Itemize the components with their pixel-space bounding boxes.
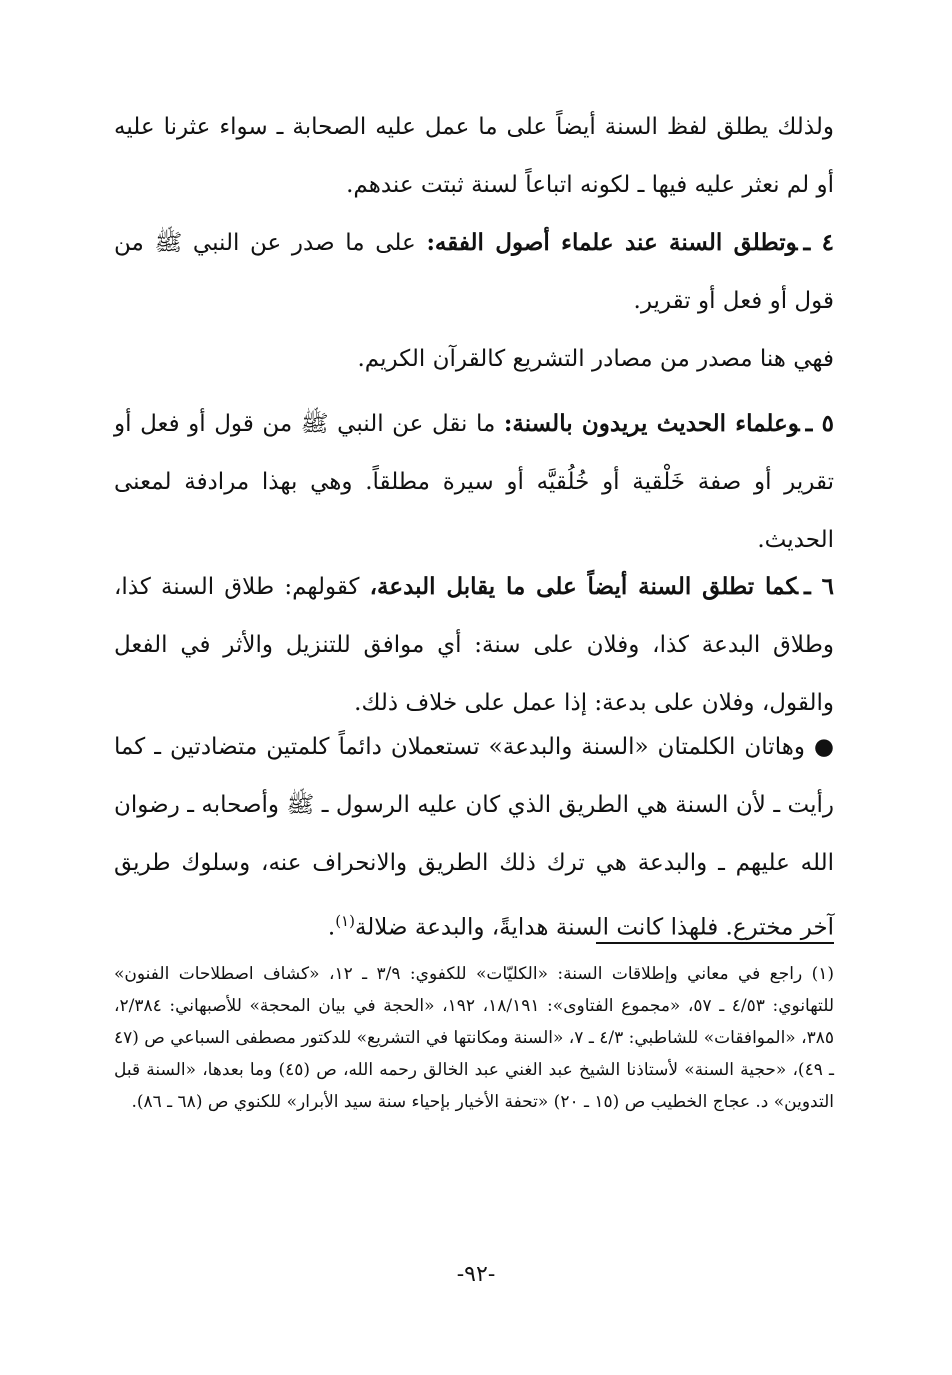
paragraph-hadith-scholars xyxy=(114,395,834,569)
footnote-reference[interactable]: (١) xyxy=(335,912,355,930)
item-number: ٤ ـ xyxy=(803,229,834,256)
bold-heading: كما تطلق السنة أيضاً على ما يقابل البدعة، xyxy=(369,573,799,600)
bold-heading: وعلماء الحديث يريدون بالسنة: xyxy=(503,410,800,437)
paragraph-opposite-of-bidah xyxy=(114,558,834,732)
item-number: ٦ ـ xyxy=(804,573,834,600)
footnote: (١) راجع في معاني وإطلاقات السنة: «الكليّات» للكفوي: ٣/٩ ـ ١٢، «كشاف اصطلاحات الفنون» للتهانوي: ٤/٥٣ ـ ٥٧، «مجموع الفتاوى»: ١٨/١٩١، ١٩٢، «الحجة في بيان المحجة» للأصبهاني: ٢/٣٨٤، ٣٨٥، «الموافقات» للشاطبي: ٤/٣ ـ ٧، «السنة ومكانتها في التشريع» للدكتور مصطفى السباعي ص (٤٧ ـ ٤٩)، «حجية السنة» لأستاذنا الشيخ عبد الغني عبد الخالق رحمه الله، ص (٤٥) وما بعدها، «السنة قبل التدوين» د. عجاج الخطيب ص (١٥ ـ ٢٠) «تحفة الأخيار بإحياء سنة سيد الأبرار» للكنوي ص (٦٨ ـ ٨٦). xyxy=(113,964,835,1112)
paragraph-text: كقولهم: طلاق السنة كذا، وطلاق البدعة كذا، وفلان على سنة: أي موافق للتنزيل والأثر في الفعل والقول، وفلان على بدعة: إذا عمل على خلاف ذلك. xyxy=(114,574,834,716)
paragraph-text: على ما صدر عن النبي ﷺ من قول أو فعل أو تقرير. xyxy=(114,230,834,314)
paragraph-text: ما نقل عن النبي ﷺ من قول أو فعل أو تقرير أو صفة خَلْقية أو خُلُقيَّه أو سيرة مطلقاً. وهي بهذا مرادفة لمعنى الحديث. xyxy=(114,411,834,553)
paragraph-usul-definition xyxy=(114,214,834,330)
item-number: ٥ ـ xyxy=(805,410,834,437)
paragraph-source-of-legislation: فهي هنا مصدر من مصادر التشريع كالقرآن الكريم. xyxy=(357,346,834,372)
page-number: -٩٢- xyxy=(456,1262,496,1287)
paragraph-sunnah-companions: ولذلك يطلق لفظ السنة أيضاً على ما عمل عليه الصحابة ـ سواء عثرنا عليه أو لم نعثر عليه فيها ـ لكونه اتباعاً لسنة ثبتت عندهم. xyxy=(114,114,834,198)
bold-heading: وتطلق السنة عند علماء أصول الفقه: xyxy=(426,229,798,256)
paragraph-sunnah-and-bidah: ● وهاتان الكلمتان «السنة والبدعة» تستعملان دائماً كلمتين متضادتين ـ كما رأيت ـ لأن السنة هي الطريق الذي كان عليه الرسول ـ ﷺ وأصحابه ـ رضوان الله عليهم ـ والبدعة هي ترك ذلك الطريق والانحراف عنه، وسلوك طريق آخر مخترع. فلهذا كانت السنة هدايةً، والبدعة ضلالة$^{(١)}$. xyxy=(114,734,834,941)
footnote-separator xyxy=(596,942,834,944)
